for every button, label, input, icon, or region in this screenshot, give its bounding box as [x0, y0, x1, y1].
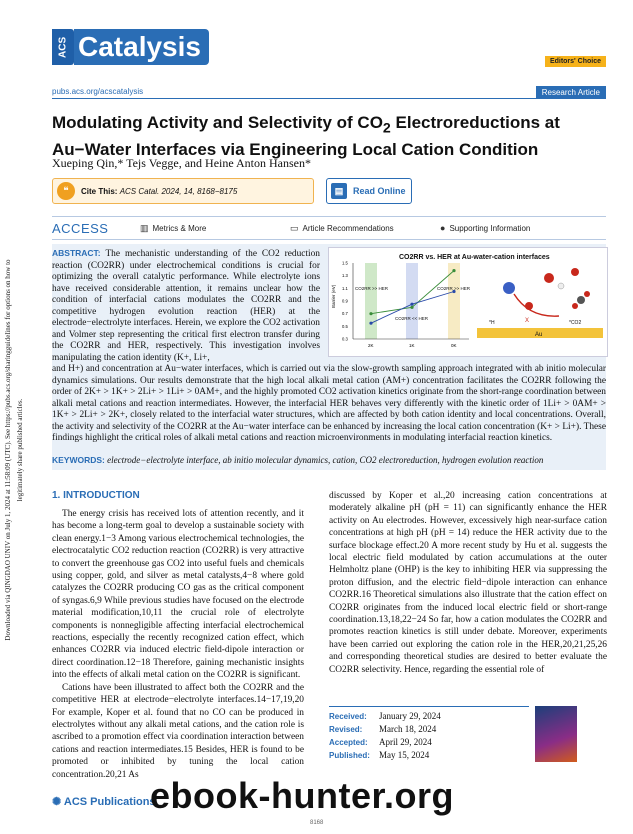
abstract-part1: ABSTRACT: The mechanistic understanding of the CO2 reduction reaction (CO2RR) under electrochemical conditions is crucial for optimizing the overall catalytic performance. While electrolyte ions have received considerable attention, it remains unclear how the condition of interfacial cations modulates the CO2RR and the competitive hydrogen evolution reaction (HER) at the electrode−electrolyte interfaces. Herein, we explore the CO2 activation and Volmer step representing the critical first electron transfer during the CO2RR and HER, respectively. This investigation involves manipulating the cation identity (K+, Li+,	[52, 248, 320, 363]
band-2k	[365, 263, 377, 339]
date-revised: Revised: March 18, 2024	[329, 724, 437, 734]
x-tick-2K: 2K	[368, 343, 374, 348]
acs-publications-logo: ✺ ACS Publications	[52, 796, 156, 808]
journal-cover-thumbnail[interactable]	[535, 706, 577, 762]
paragraph-2: Cations have been illustrated to affect both the CO2RR and the competitive HER at electrode−electrolyte interfaces.14−17,19,20 For example, Koper et al. found that no CO can be produced in electrolytes without any alkali metal cations, and the cation role is ascribed to a promotion effect via coordination interaction between cations and reaction intermediates.15 Besides, HER is found to be promoted or inhibited by tuning the local cation concentration.20,21 As	[52, 682, 304, 780]
page-number: 8168	[310, 820, 324, 826]
journal-site-link[interactable]: pubs.acs.org/acscatalysis	[52, 87, 144, 96]
y-tick-0: 0.3	[342, 336, 348, 342]
date-published: Published: May 15, 2024	[329, 750, 430, 760]
quote-icon: ❝	[57, 182, 75, 200]
article-title: Modulating Activity and Selectivity of $CO_2$ Electroreductions at Au−Water Interfaces via Engineering Local Cation Condition	[52, 113, 560, 160]
toc-label-1: CO2RR >> HER	[355, 286, 389, 291]
toc-chart	[329, 248, 607, 356]
series-1-point-0	[369, 322, 372, 325]
x-label: X	[525, 318, 530, 324]
cite-ref: ACS Catal. 2024, 14, 8168−8175	[119, 186, 238, 196]
cation-sphere	[503, 282, 515, 294]
journal-name: Catalysis	[74, 29, 209, 65]
acs-mark: ACS	[52, 29, 74, 65]
download-side-note: Downloaded via QINGDAO UNIV on July 1, 2024 at 11:58:09 (UTC). See https://pubs.acs.org/sharingguidelines for options on how to legitimately share published articles.	[4, 259, 24, 641]
cite-label: Cite This:	[81, 186, 118, 196]
article-icon: ▭	[290, 222, 299, 233]
read-online-button[interactable]: ▤ Read Online	[326, 178, 412, 204]
toc-ylabel: Barrier (eV)	[331, 284, 336, 308]
si-icon: ●	[440, 223, 446, 233]
date-accepted: Accepted: April 29, 2024	[329, 737, 432, 747]
publication-dates	[329, 706, 529, 762]
toc-label-3: CO2RR >> HER	[437, 286, 471, 291]
series-0-point-0	[369, 312, 372, 315]
recommendations-link[interactable]: ▭ Article Recommendations	[290, 222, 394, 233]
y-tick-4: 1.1	[342, 285, 348, 291]
series-0-point-1	[410, 306, 413, 309]
paragraph-3: discussed by Koper et al.,20 increasing cation concentrations at moderately alkaline pH (pH = 11) can significantly enhance the HER activity on Au electrodes. However, excessively high near-surface cation concentrations at high pH (pH = 14) reduce the HER activity due to the surface blockage effect.20 A more recent study by Hu et al. suggests the local electric field modulated by cation accumulations at the outer Helmholtz plane (OHP) is the key to inhibiting HER via suppressing the proton diffusion, and the electric field−dipole interaction can enhance CO2RR.16 Theoretical simulations also illustrate that the cation effect on CO2RR originates from the induced local electric field or short-range coordination.13,18,22−24 So far, how a cation modulates the CO2RR and promotes reaction kinetics is still under debate. Moreover, experiments have been carried out exploring the cation role in the HER,20,21,25,26 and corresponding theoretical studies are desired to better evaluate the CO2RR selectivity. Hence, regarding the essential role of	[329, 491, 607, 675]
body-column-2	[329, 490, 607, 676]
keywords: KEYWORDS: electrode−electrolyte interface, ab initio molecular dynamics, cation, CO2 electroreduction, hydrogen evolution reaction	[52, 455, 544, 465]
band-1k	[406, 263, 418, 339]
y-tick-1: 0.5	[342, 323, 348, 329]
toc-label-2: CO2RR << HER	[395, 316, 429, 321]
access-bar	[52, 216, 606, 240]
series-1-point-1	[410, 303, 413, 306]
journal-logo	[52, 28, 209, 66]
x-tick-1K: 1K	[409, 343, 415, 348]
section-title: 1. INTRODUCTION	[52, 490, 140, 501]
editors-choice-badge: Editors' Choice	[545, 56, 606, 67]
metrics-link[interactable]: ▥ Metrics & More	[140, 222, 207, 233]
supporting-info-link[interactable]: ● Supporting Information	[440, 223, 531, 233]
bar-chart-icon: ▥	[140, 222, 149, 233]
y-tick-2: 0.7	[342, 311, 348, 317]
body-column-1	[52, 508, 304, 781]
cite-this-bar[interactable]	[52, 178, 314, 204]
co2-label: *CO2	[569, 320, 582, 326]
h-label: *H	[489, 320, 495, 326]
authors[interactable]: Xueping Qin,* Tejs Vegge, and Heine Anton Hansen*	[52, 156, 312, 170]
access-label: ACCESS	[52, 220, 109, 236]
date-received: Received: January 29, 2024	[329, 711, 441, 721]
article-type-badge: Research Article	[536, 86, 606, 99]
watermark: ebook-hunter.org	[150, 775, 454, 816]
y-tick-3: 0.9	[342, 298, 348, 304]
au-label: Au	[535, 332, 543, 338]
paragraph-1: The energy crisis has received lots of attention recently, and it has become a long-term goal to develop a sustainable society with clean energy.1−3 Among various electrochemical technologies, the electrocatalytic CO2 reduction reaction (CO2RR) is very attractive to convert the greenhouse gas CO2 into useful fuels and chemicals using copper, gold, and silver as metal catalysts,4−8 where gold catalyzes the CO2RR producing CO gas as the critical component of syngas.6,9 While previous studies have focused on the electrode material modification,10,11 the crucial role of electrolyte components is nonnegligible affecting interfacial electrochemical reactions, especially the recently recognized cation effect, which enhances CO2RR via induced electric field-dipole interaction or direct coordination.12−18 Therefore, gaining mechanistic insights into the effects of alkali metal cation on the CO2RR is significant.	[52, 509, 304, 681]
read-online-icon: ▤	[331, 183, 347, 199]
header-rule	[52, 98, 606, 99]
y-tick-6: 1.5	[342, 260, 348, 266]
series-0-point-2	[452, 269, 455, 272]
abstract-part2: and H+) and concentration at Au−water interfaces, which is carried out via the slow-growth sampling approach integrated with ab initio molecular dynamics simulations. Our results demonstrate that the high local alkali metal cation (AM+) concentration facilitates the CO2RR following the order of 2K+ > 1K+ > 2Li+ > 1Li+ > 0AM+, and the highly promoted CO2 activation kinetics originate from the short-range coordination between alkali metal cations and reaction intermediates. However, the interfacial HER behaves very differently with the kinetic order of 1Li+ > 0AM+ > 1K+ > 2Li+ > 2K+, closely related to the interfacial water structures, which are affected by both cation identity and local concentrations. Overall, the activity and selectivity of the CO2RR at the Au−water interface can be enhanced by increasing the local cation concentration (K+ > Li+). These findings highlight the critical roles of alkali metal cations and reaction microenvironments in modulating interfacial reaction kinetics.	[52, 364, 606, 444]
toc-graphic	[328, 247, 608, 357]
toc-title: CO2RR vs. HER at Au-water-cation interfaces	[399, 254, 550, 261]
y-tick-5: 1.3	[342, 273, 348, 279]
x-tick-0K: 0K	[451, 343, 457, 348]
acs-logo-icon: ✺	[52, 796, 62, 808]
